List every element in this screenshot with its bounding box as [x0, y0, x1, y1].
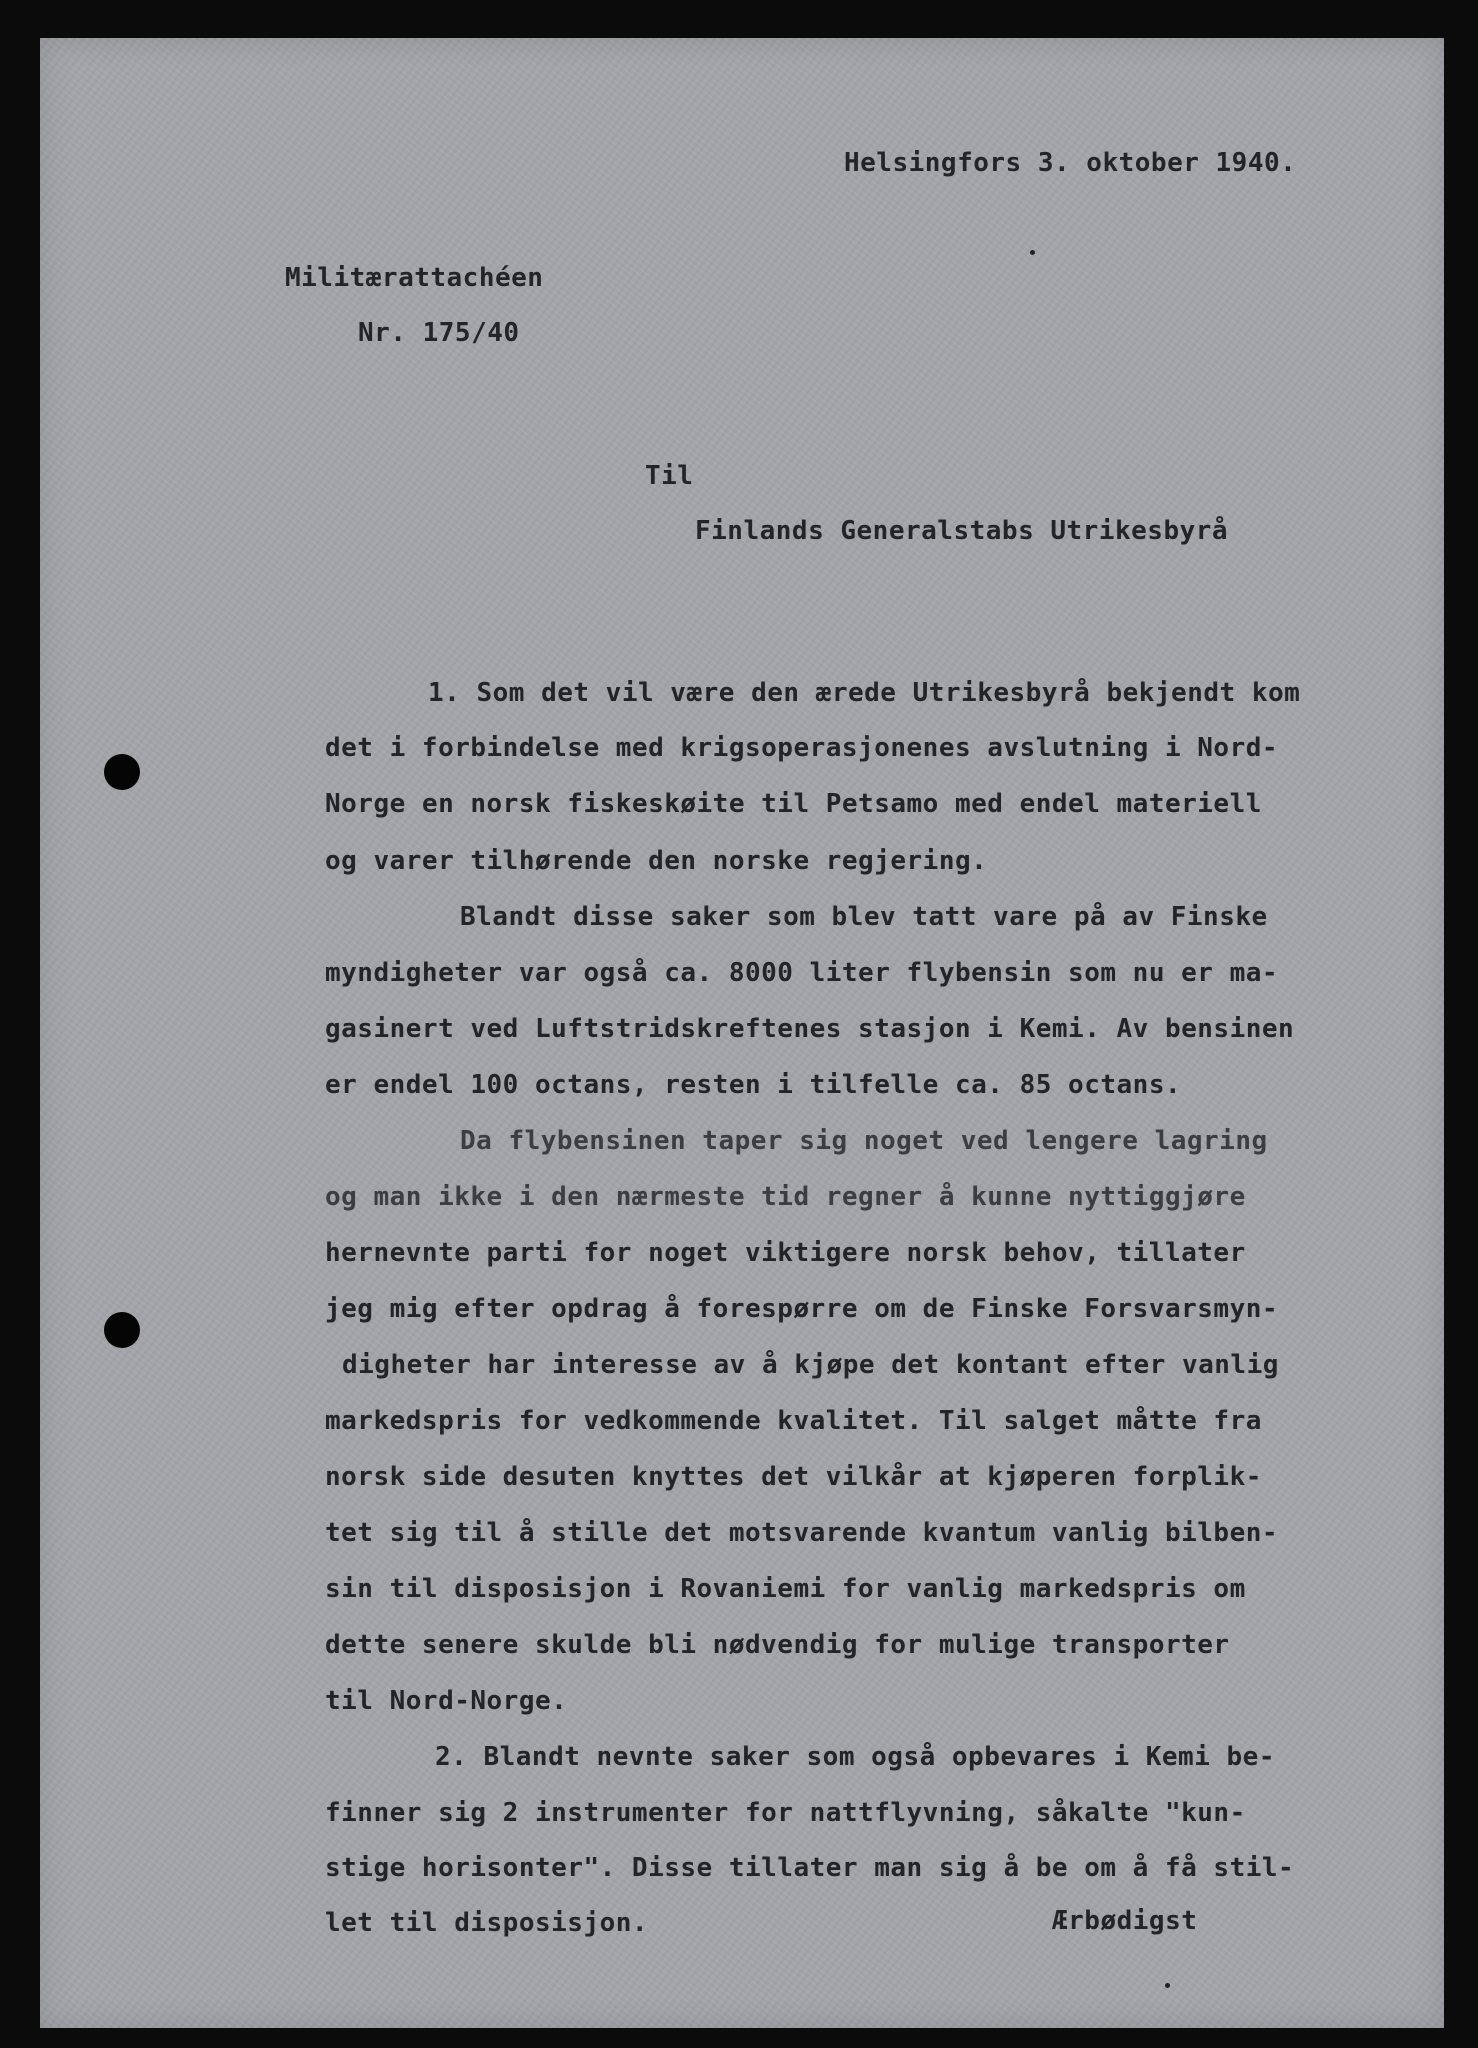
body-line: og varer tilhørende den norske regjering.	[325, 846, 988, 876]
document-page	[40, 38, 1444, 2028]
body-line: norsk side desuten knyttes det vilkår at kjøperen forplik-	[325, 1462, 1262, 1492]
body-line: hernevnte parti for noget viktigere norsk behov, tillater	[325, 1238, 1246, 1268]
addressee: Finlands Generalstabs Utrikesbyrå	[695, 516, 1229, 546]
punch-hole-bottom	[104, 1312, 140, 1348]
ink-speck	[1030, 250, 1035, 255]
body-line: 2. Blandt nevnte saker som også opbevares i Kemi be-	[435, 1742, 1275, 1772]
ink-speck	[1165, 1983, 1170, 1988]
body-line: tet sig til å stille det motsvarende kvantum vanlig bilben-	[325, 1518, 1279, 1548]
body-line: Blandt disse saker som blev tatt vare på av Finske	[460, 902, 1268, 932]
body-line: dette senere skulde bli nødvendig for mulige transporter	[325, 1630, 1230, 1660]
place-date: Helsingfors 3. oktober 1940.	[844, 148, 1297, 178]
body-line: og man ikke i den nærmeste tid regner å kunne nyttiggjøre	[325, 1182, 1246, 1212]
body-line: Norge en norsk fiskeskøite til Petsamo med endel materiell	[325, 789, 1262, 819]
salutation: Til	[645, 461, 694, 491]
body-line: er endel 100 octans, resten i tilfelle ca. 85 octans.	[325, 1070, 1182, 1100]
body-line: digheter har interesse av å kjøpe det kontant efter vanlig	[342, 1350, 1279, 1380]
body-line: til Nord-Norge.	[325, 1686, 568, 1716]
body-line: Da flybensinen taper sig noget ved lengere lagring	[460, 1126, 1268, 1156]
body-line: myndigheter var også ca. 8000 liter flybensin som nu er ma-	[325, 958, 1279, 988]
body-line: sin til disposisjon i Rovaniemi for vanlig markedspris om	[325, 1574, 1246, 1604]
body-line: jeg mig efter opdrag å forespørre om de Finske Forsvarsmyn-	[325, 1294, 1279, 1324]
body-line: markedspris for vedkommende kvalitet. Til salget måtte fra	[325, 1406, 1262, 1436]
body-line: stige horisonter". Disse tillater man sig å be om å få stil-	[325, 1853, 1295, 1883]
body-line: 1. Som det vil være den ærede Utrikesbyrå bekjendt kom	[428, 678, 1301, 708]
body-line: finner sig 2 instrumenter for nattflyvning, såkalte "kun-	[325, 1798, 1246, 1828]
body-line: det i forbindelse med krigsoperasjonenes avslutning i Nord-	[325, 733, 1279, 763]
sender: Militærattachéen	[285, 263, 544, 293]
reference-number: Nr. 175/40	[358, 318, 520, 348]
closing: Ærbødigst	[1052, 1906, 1198, 1936]
body-line: gasinert ved Luftstridskreftenes stasjon i Kemi. Av bensinen	[325, 1014, 1295, 1044]
punch-hole-top	[104, 754, 140, 790]
body-line: let til disposisjon.	[325, 1908, 649, 1938]
